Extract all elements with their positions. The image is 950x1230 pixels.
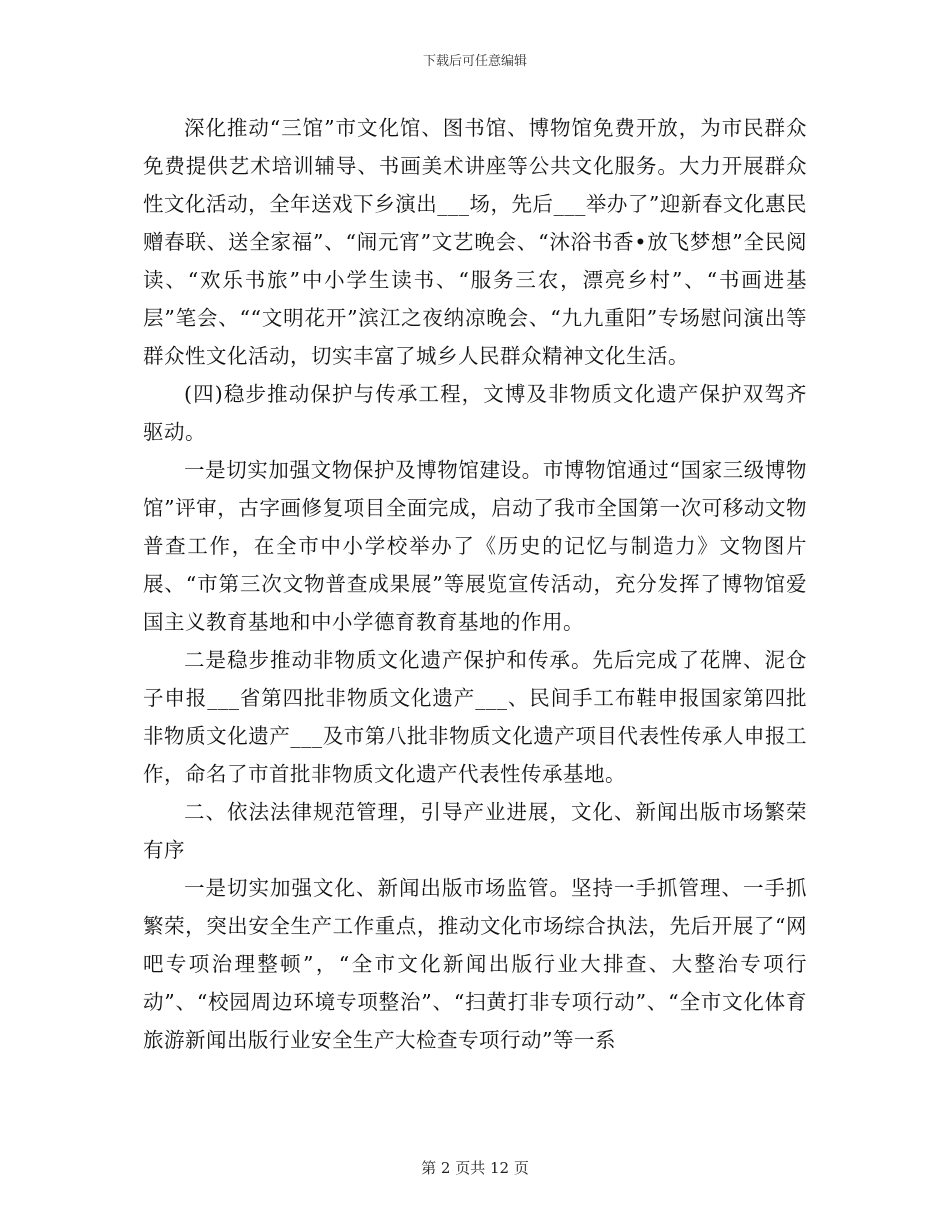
paragraph-market-supervision: 一是切实加强文化、新闻出版市场监管。坚持一手抓管理、一手抓繁荣，突出安全生产工作重点，推动文化市场综合执法，先后开展了“网吧专项治理整顿”，“全市文化新闻出版行业大排查、大整治专项行动”、“校园周边环境专项整治”、“扫黄打非专项行动”、“全市文化体育旅游新闻出版行业安全生产大检查专项行动”等一系 — [143, 876, 807, 1052]
paragraph-public-culture-services: 深化推动“三馆”市文化馆、图书馆、博物馆免费开放，为市民群众免费提供艺术培训辅导、书画美术讲座等公共文化服务。大力开展群众性文化活动，全年送戏下乡演出___场，先后___举办了”迎新春文化惠民赠春联、送全家福”、“闹元宵”文艺晚会、“沐浴书香•放飞梦想”全民阅读、“欢乐书旅”中小学生读书、“服务三农，漂亮乡村”、“书画进基层”笔会、““文明花开”滨江之夜纳凉晚会、“九九重阳”专场慰问演出等群众性文化活动，切实丰富了城乡人民群众精神文化生活。 — [143, 116, 807, 368]
paragraph-intangible-heritage: 二是稳步推动非物质文化遗产保护和传承。先后完成了花牌、泥仓子申报___省第四批非物质文化遗产___、民间手工布鞋申报国家第四批非物质文化遗产___及市第八批非物质文化遗产项目代表性传承人申报工作，命名了市首批非物质文化遗产代表性传承基地。 — [143, 648, 807, 786]
paragraph-section-four-heading: (四)稳步推动保护与传承工程，文博及非物质文化遗产保护双驾齐驱动。 — [143, 382, 807, 444]
paragraph-section-two-heading: 二、依法法律规范管理，引导产业进展，文化、新闻出版市场繁荣有序 — [143, 800, 807, 862]
paragraph-museum-protection: 一是切实加强文物保护及博物馆建设。市博物馆通过“国家三级博物馆”评审，古字画修复项目全面完成，启动了我市全国第一次可移动文物普查工作，在全市中小学校举办了《历史的记忆与制造力》文物图片展、“市第三次文物普查成果展”等展览宣传活动，充分发挥了博物馆爱国主义教育基地和中小学德育教育基地的作用。 — [143, 458, 807, 634]
document-body — [143, 109, 807, 1059]
page-number: 第 2 页共 12 页 — [421, 1159, 529, 1177]
page-header-note: 下载后可任意编辑 — [422, 54, 527, 69]
